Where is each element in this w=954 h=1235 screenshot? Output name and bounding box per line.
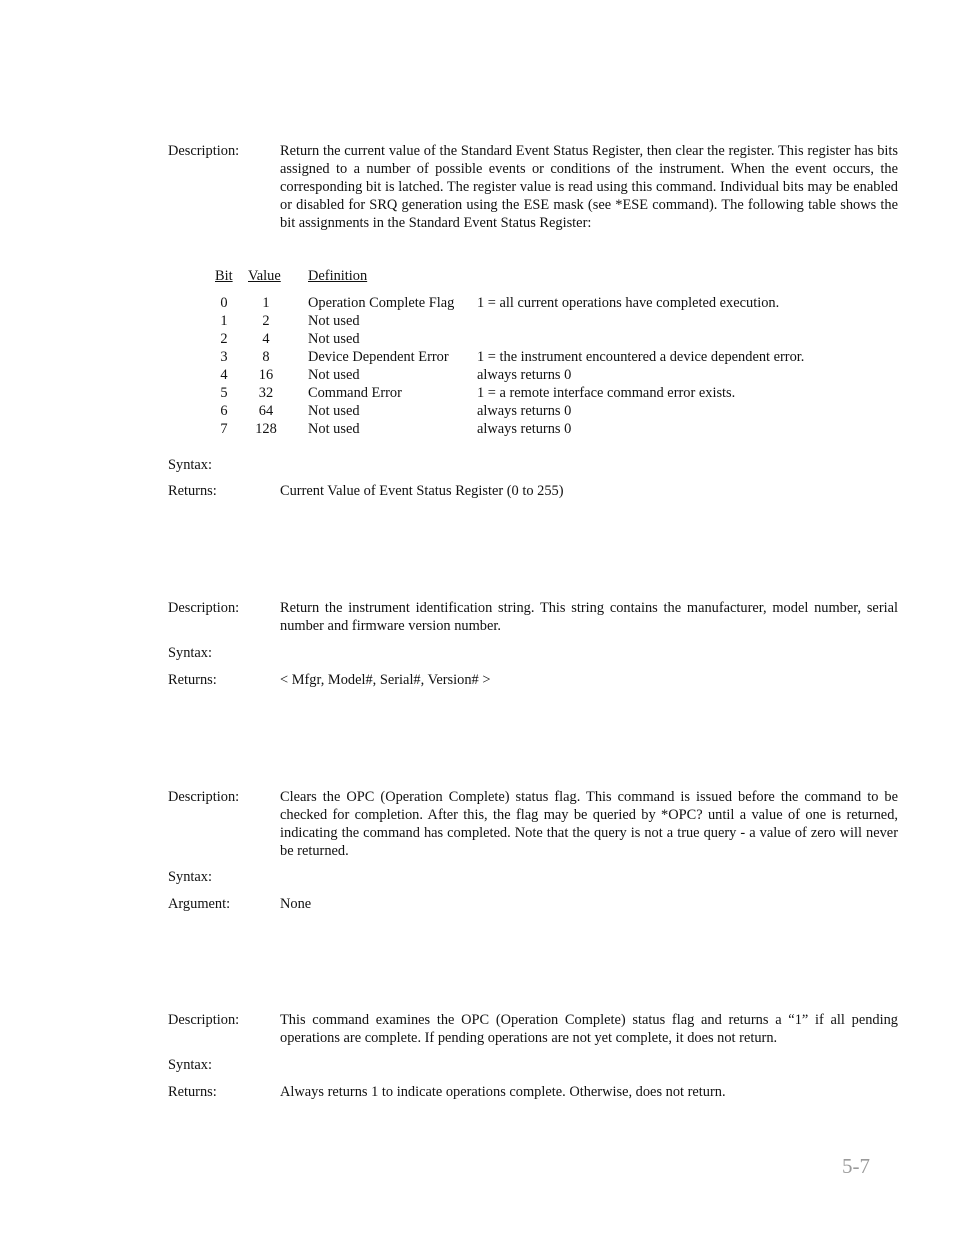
value-cell: 16 [258,367,274,383]
description-text: Return the instrument identification string. This string contains the manufacturer, model number, serial number and firmware version number. [280,600,898,634]
table-header-bit: Bit [215,268,233,284]
bit-cell: 7 [220,421,228,437]
note-cell: 1 = the instrument encountered a device dependent error. [477,349,805,365]
value-cell: 64 [258,403,274,419]
note-cell: always returns 0 [477,403,572,419]
bit-cell: 2 [220,331,228,347]
table-row [0,312,954,330]
value-cell: 1 [262,295,270,311]
table-row [0,366,954,384]
returns-text: Always returns 1 to indicate operations complete. Otherwise, does not return. [280,1084,726,1100]
description-label: Description: [168,143,240,159]
note-cell: 1 = all current operations have completed execution. [477,295,780,311]
returns-text: < Mfgr, Model#, Serial#, Version# > [280,672,491,688]
table-header-definition: Definition [308,268,368,284]
note-cell: 1 = a remote interface command error exists. [477,385,736,401]
table-row [0,384,954,402]
returns-label: Returns: [168,1084,217,1100]
argument-text: None [280,896,312,912]
table-row [0,402,954,420]
value-cell: 128 [255,421,277,437]
bit-cell: 6 [220,403,228,419]
bit-cell: 0 [220,295,228,311]
bit-cell: 3 [220,349,228,365]
page-number: 5-7 [842,1154,870,1178]
definition-cell: Device Dependent Error [308,349,449,365]
returns-text: Current Value of Event Status Register (0 to 255) [280,483,564,499]
definition-cell: Not used [308,403,360,419]
description-label: Description: [168,600,240,616]
value-cell: 2 [262,313,270,329]
description-label: Description: [168,1012,240,1028]
argument-label: Argument: [168,896,231,912]
value-cell: 8 [262,349,270,365]
bit-cell: 1 [220,313,228,329]
bit-cell: 5 [220,385,228,401]
table-row [0,294,954,312]
definition-cell: Operation Complete Flag [308,295,455,311]
definition-cell: Not used [308,421,360,437]
table-header-value: Value [248,268,281,284]
description-text: Clears the OPC (Operation Complete) status flag. This command is issued before the command to be checked for completion. After this, the flag may be queried by *OPC? until a value of one is returned, indicating the command has completed. Note that the query is not a true query - a value of zero will never be returned. [280,789,898,859]
syntax-label: Syntax: [168,1057,212,1073]
returns-label: Returns: [168,672,217,688]
value-cell: 32 [258,385,274,401]
note-cell: always returns 0 [477,367,572,383]
table-row [0,420,954,438]
table-row [0,330,954,348]
bit-cell: 4 [220,367,228,383]
definition-cell: Not used [308,331,360,347]
description-label: Description: [168,789,240,805]
note-cell: always returns 0 [477,421,572,437]
syntax-label: Syntax: [168,869,212,885]
definition-cell: Command Error [308,385,402,401]
definition-cell: Not used [308,313,360,329]
value-cell: 4 [262,331,270,347]
returns-label: Returns: [168,483,217,499]
definition-cell: Not used [308,367,360,383]
syntax-label: Syntax: [168,457,212,473]
description-text: This command examines the OPC (Operation Complete) status flag and returns a “1” if all pending operations are complete. If pending operations are not yet complete, it does not return. [280,1012,898,1046]
description-text: Return the current value of the Standard Event Status Register, then clear the register. This register has bits assigned to a number of possible events or conditions of the instrument. When the event occurs, the corresponding bit is latched. The register value is read using this command. Individual bits may be enabled or disabled for SRQ generation using the ESE mask (see *ESE command). The following table shows the bit assignments in the Standard Event Status Register: [280,143,898,231]
table-row [0,348,954,366]
syntax-label: Syntax: [168,645,212,661]
